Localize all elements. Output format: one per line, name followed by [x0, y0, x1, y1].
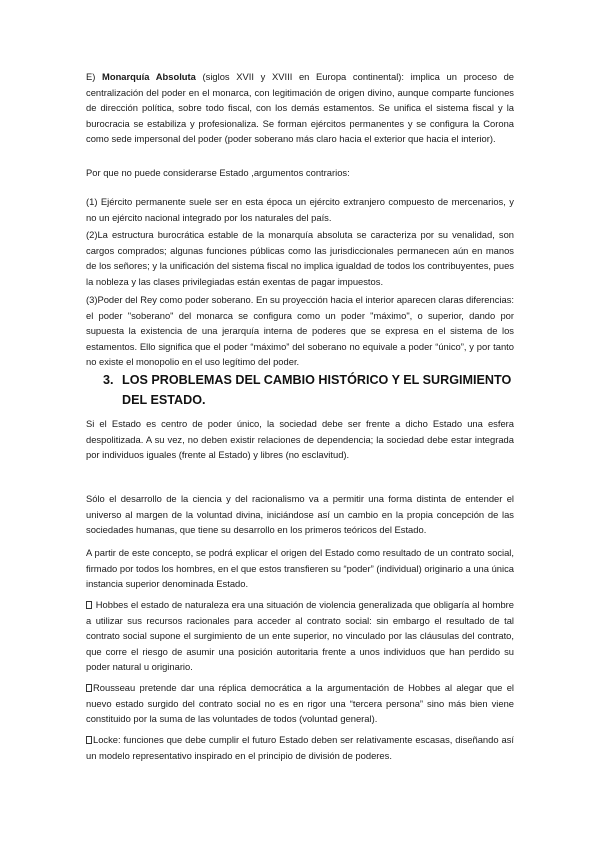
argument-1: (1) Ejército permanente suele ser en esta época un ejército extranjero compuesto de mercenarios, y no un ejército nacional integrado por los naturales del país.: [86, 196, 514, 223]
theorist-locke: [86, 732, 514, 763]
argument-2: (2)La estructura burocrática estable de la monarquía absoluta se caracteriza por su venalidad, son cargos comprados; algunas funciones públicas como las jurisdiccionales permanecen aún en manos de los señores; y la unificación del sistema fiscal no implica igualdad de todos los contribuyentes, pues la nobleza y las clases privilegiadas están exentas de pagar impuestos.: [86, 229, 514, 287]
paragraph-3: A partir de este concepto, se podrá explicar el origen del Estado como resultado de un contrato social, firmado por todos los hombres, en el que estos transfieren su “poder” (individual) originario a una única instancia superior denominada Estado.: [86, 547, 514, 589]
theorist-hobbes-text: Hobbes el estado de naturaleza era una situación de violencia generalizada que obligaría al hombre a utilizar sus recursos racionales para acceder al contrato social: sin embargo el resultado de tal contrato social supone el surgimiento de un ente superior, no vinculado por las cláusulas del contrato, que corre el riesgo de asumir una posición autoritaria frente a unos individuos que han perdido su poder natural u originario.: [86, 599, 514, 672]
paragraph-1: Si el Estado es centro de poder único, la sociedad debe ser frente a dicho Estado una esfera despolitizada. A su vez, no deben existir relaciones de dependencia; la sociedad debe estar integrada por individuos iguales (frente al Estado) y libres (no esclavitud).: [86, 418, 514, 460]
heading-text: LOS PROBLEMAS DEL CAMBIO HISTÓRICO Y EL SURGIMIENTO DEL ESTADO.: [122, 373, 512, 407]
section-e-paragraph: [86, 69, 514, 147]
section-e-prefix: E): [86, 71, 103, 82]
argument-3: (3)Poder del Rey como poder soberano. En su proyección hacia el interior aparecen claras diferencias: el poder "soberano" del monarca se configura como un poder "máximo", o superior, dando por supuesta la existencia de una jerarquía interna de poderes que se expresa en el sistema de los estamentos. Ello significa que el poder “máximo” del soberano no equivale a poder “único”, y por tanto no existe el monopolio en el uso legítimo del poder.: [86, 294, 514, 367]
bullet-box-icon: [86, 736, 92, 744]
theorist-locke-text: Locke: funciones que debe cumplir el futuro Estado deben ser relativamente escasas, diseñando así un modelo representativo inspirado en el principio de división de poderes.: [86, 734, 514, 761]
section-3-heading: [104, 370, 524, 410]
heading-number: 3.: [103, 373, 114, 387]
theorist-hobbes: [86, 597, 514, 675]
bullet-box-icon: [86, 684, 92, 692]
bullet-box-icon: [86, 601, 92, 609]
section-e-title: Monarquía Absoluta: [102, 71, 196, 82]
paragraph-2: Sólo el desarrollo de la ciencia y del racionalismo va a permitir una forma distinta de entender el universo al margen de la voluntad divina, iniciándose así un cambio en la propia concepción de las sociedades humanas, que tiene su desarrollo en los primeros teóricos del Estado.: [86, 493, 514, 535]
question-line: Por que no puede considerarse Estado ,argumentos contrarios:: [86, 167, 350, 178]
theorist-rousseau: [86, 680, 514, 727]
theorist-rousseau-text: Rousseau pretende dar una réplica democrática a la argumentación de Hobbes al alegar que el nuevo estado surgido del contrato social no es en rigor una “tercera persona” sino más bien viene constituido por la suma de las voluntades de todos (voluntad general).: [86, 682, 514, 724]
section-e-body: (siglos XVII y XVIII en Europa continental): implica un proceso de centralización del poder en el monarca, con legitimación de origen divino, aunque comparte funciones de dirección política, sobre todo fiscal, con los demás estamentos. Se unifica el sistema fiscal y la burocracia se estabiliza y profesionaliza. Se forman ejércitos permanentes y se configura la Corona como sede impersonal del poder (poder soberano más claro hacia el exterior que hacia el interior).: [86, 71, 515, 144]
